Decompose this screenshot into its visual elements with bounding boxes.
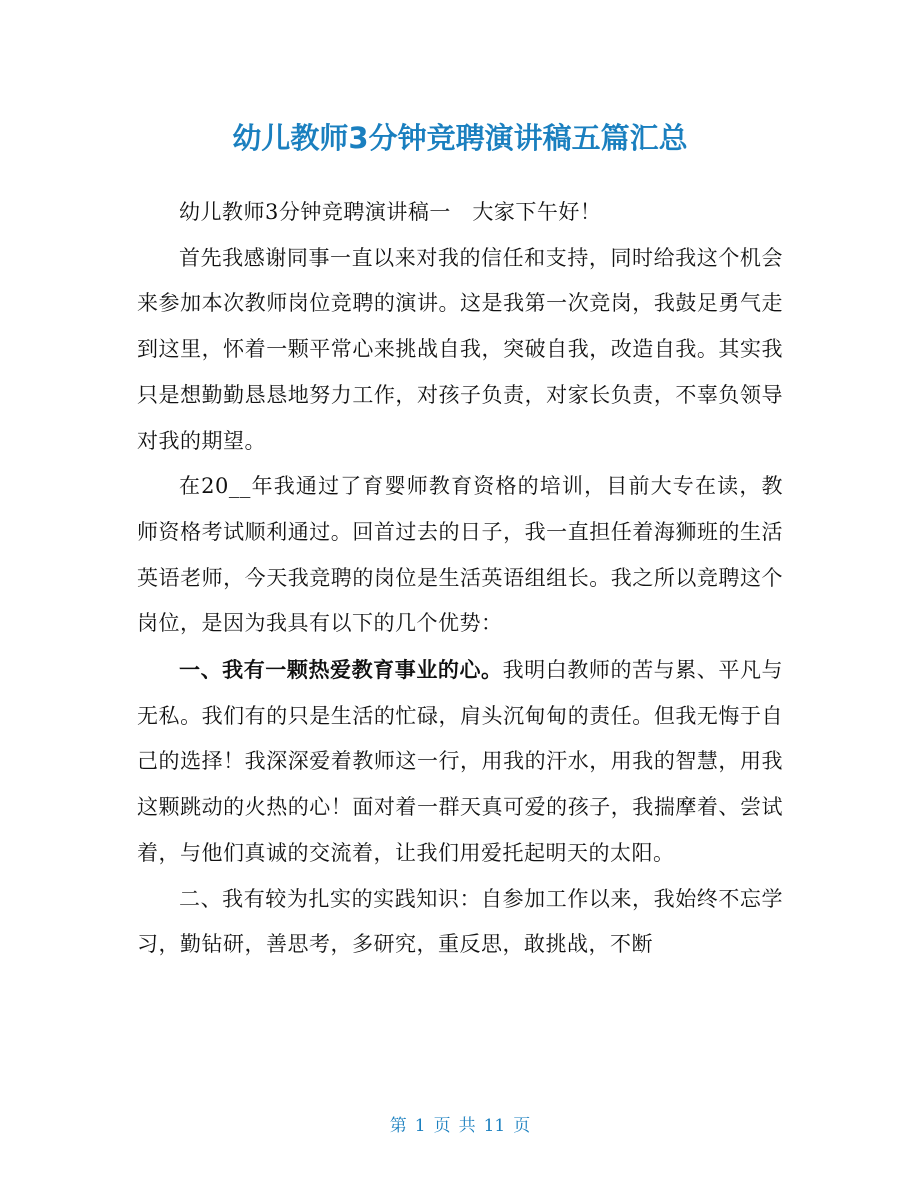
paragraph-greeting: 幼儿教师3分钟竞聘演讲稿一 大家下午好！ <box>179 200 602 224</box>
footer-current-page: 1 <box>414 1116 426 1136</box>
paragraph-thanks: 首先我感谢同事一直以来对我的信任和支持，同时给我这个机会来参加本次教师岗位竞聘的演讲。这是我第一次竞岗，我鼓足勇气走到这里，怀着一颗平常心来挑战自我，突破自我，改造自我。其实我只是想勤勤恳恳地努力工作，对孩子负责，对家长负责，不辜负领导对我的期望。 <box>137 245 783 453</box>
paragraph-background: 在20__年我通过了育婴师教育资格的培训，目前大专在读，教师资格考试顺利通过。回首过去的日子，我一直担任着海狮班的生活英语老师，今天我竞聘的岗位是生活英语组组长。我之所以竞聘这个岗位，是因为我具有以下的几个优势： <box>137 474 783 636</box>
paragraph-point-one <box>137 647 783 877</box>
document-body <box>137 190 783 968</box>
footer-total-word: 共 <box>458 1116 476 1136</box>
footer-total-pages: 11 <box>483 1116 506 1136</box>
point-one-text: 我明白教师的苦与累、平凡与无私。我们有的只是生活的忙碌，肩头沉甸甸的责任。但我无悔于自己的选择！我深深爱着教师这一行，用我的汗水，用我的智慧，用我这颗跳动的火热的心！面对着一群天真可爱的孩子，我揣摩着、尝试着，与他们真诚的交流着，让我们用爱托起明天的太阳。 <box>137 658 784 865</box>
footer-suffix: 页 <box>513 1116 531 1136</box>
page-number-footer <box>0 1112 920 1140</box>
point-one-heading: 一、我有一颗热爱教育事业的心。 <box>179 657 503 683</box>
footer-page-word: 页 <box>433 1116 451 1136</box>
footer-prefix: 第 <box>389 1116 407 1136</box>
paragraph-point-two: 二、我有较为扎实的实践知识：自参加工作以来，我始终不忘学习，勤钻研，善思考，多研究，重反思，敢挑战，不断 <box>137 886 783 957</box>
document-title: 幼儿教师3分钟竞聘演讲稿五篇汇总 <box>232 121 688 155</box>
